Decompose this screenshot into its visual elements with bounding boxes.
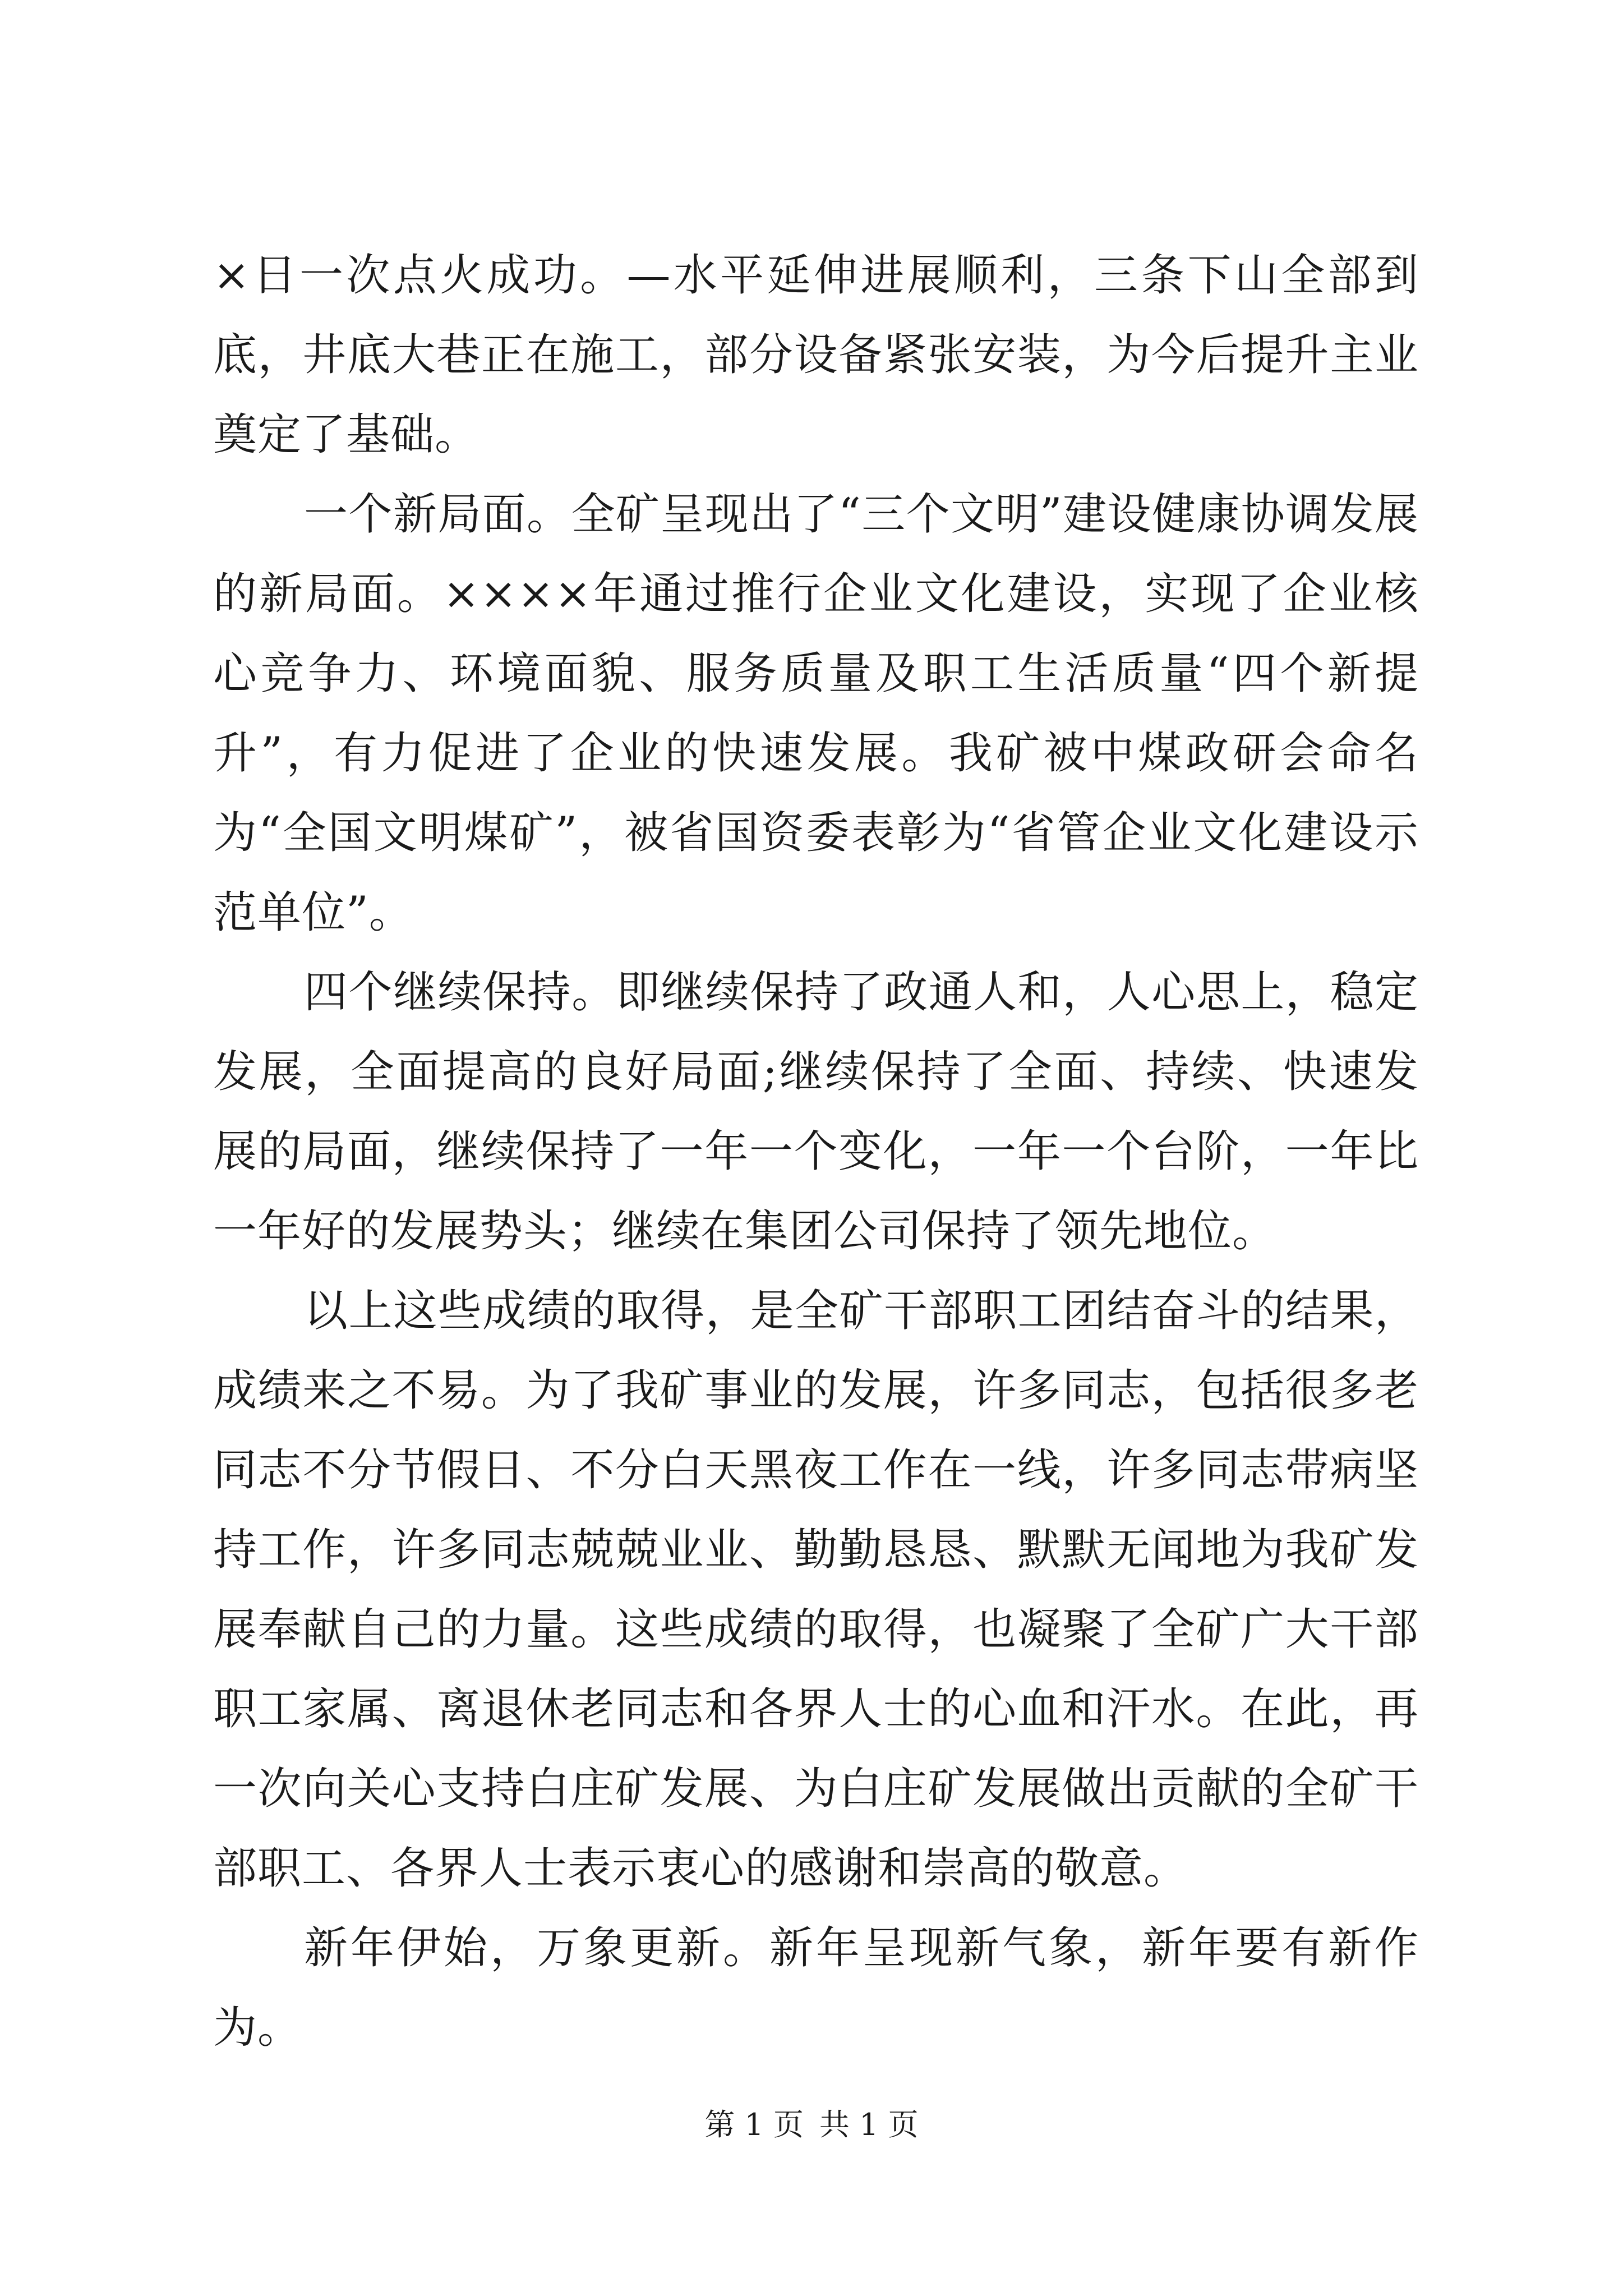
paragraph-4: 以上这些成绩的取得，是全矿干部职工团结奋斗的结果，成绩来之不易。为了我矿事业的发展，许多同志，包括很多老同志不分节假日、不分白天黑夜工作在一线，许多同志带病坚持工作，许多同志兢兢业业、勤勤恳恳、默默无闻地为我矿发展奉献自己的力量。这些成绩的取得，也凝聚了全矿广大干部职工家属、离退休老同志和各界人士的心血和汗水。在此，再一次向关心支持白庄矿发展、为白庄矿发展做出贡献的全矿干部职工、各界人士表示衷心的感谢和崇高的敬意。 [213, 1286, 1419, 1894]
page-footer [0, 2101, 1623, 2144]
page-number: 第 1 页 [704, 2107, 804, 2142]
paragraph-1: ×日一次点火成功。—水平延伸进展顺利，三条下山全部到底，井底大巷正在施工，部分设备紧张安装，为今后提升主业奠定了基础。 [213, 250, 1419, 460]
paragraph-2: 一个新局面。全矿呈现出了“三个文明”建设健康协调发展的新局面。××××年通过推行企业文化建设，实现了企业核心竞争力、环境面貌、服务质量及职工生活质量“四个新提升”，有力促进了企业的快速发展。我矿被中煤政研会命名为“全国文明煤矿”，被省国资委表彰为“省管企业文化建设示范单位”。 [213, 489, 1419, 938]
page-total: 共 1 页 [819, 2107, 919, 2142]
document-body [213, 236, 1419, 2068]
paragraph-5: 新年伊始，万象更新。新年呈现新气象，新年要有新作为。 [213, 1923, 1419, 2053]
paragraph-3: 四个继续保持。即继续保持了政通人和，人心思上，稳定发展，全面提高的良好局面;继续保持了全面、持续、快速发展的局面，继续保持了一年一个变化，一年一个台阶，一年比一年好的发展势头；继续在集团公司保持了领先地位。 [213, 967, 1419, 1257]
